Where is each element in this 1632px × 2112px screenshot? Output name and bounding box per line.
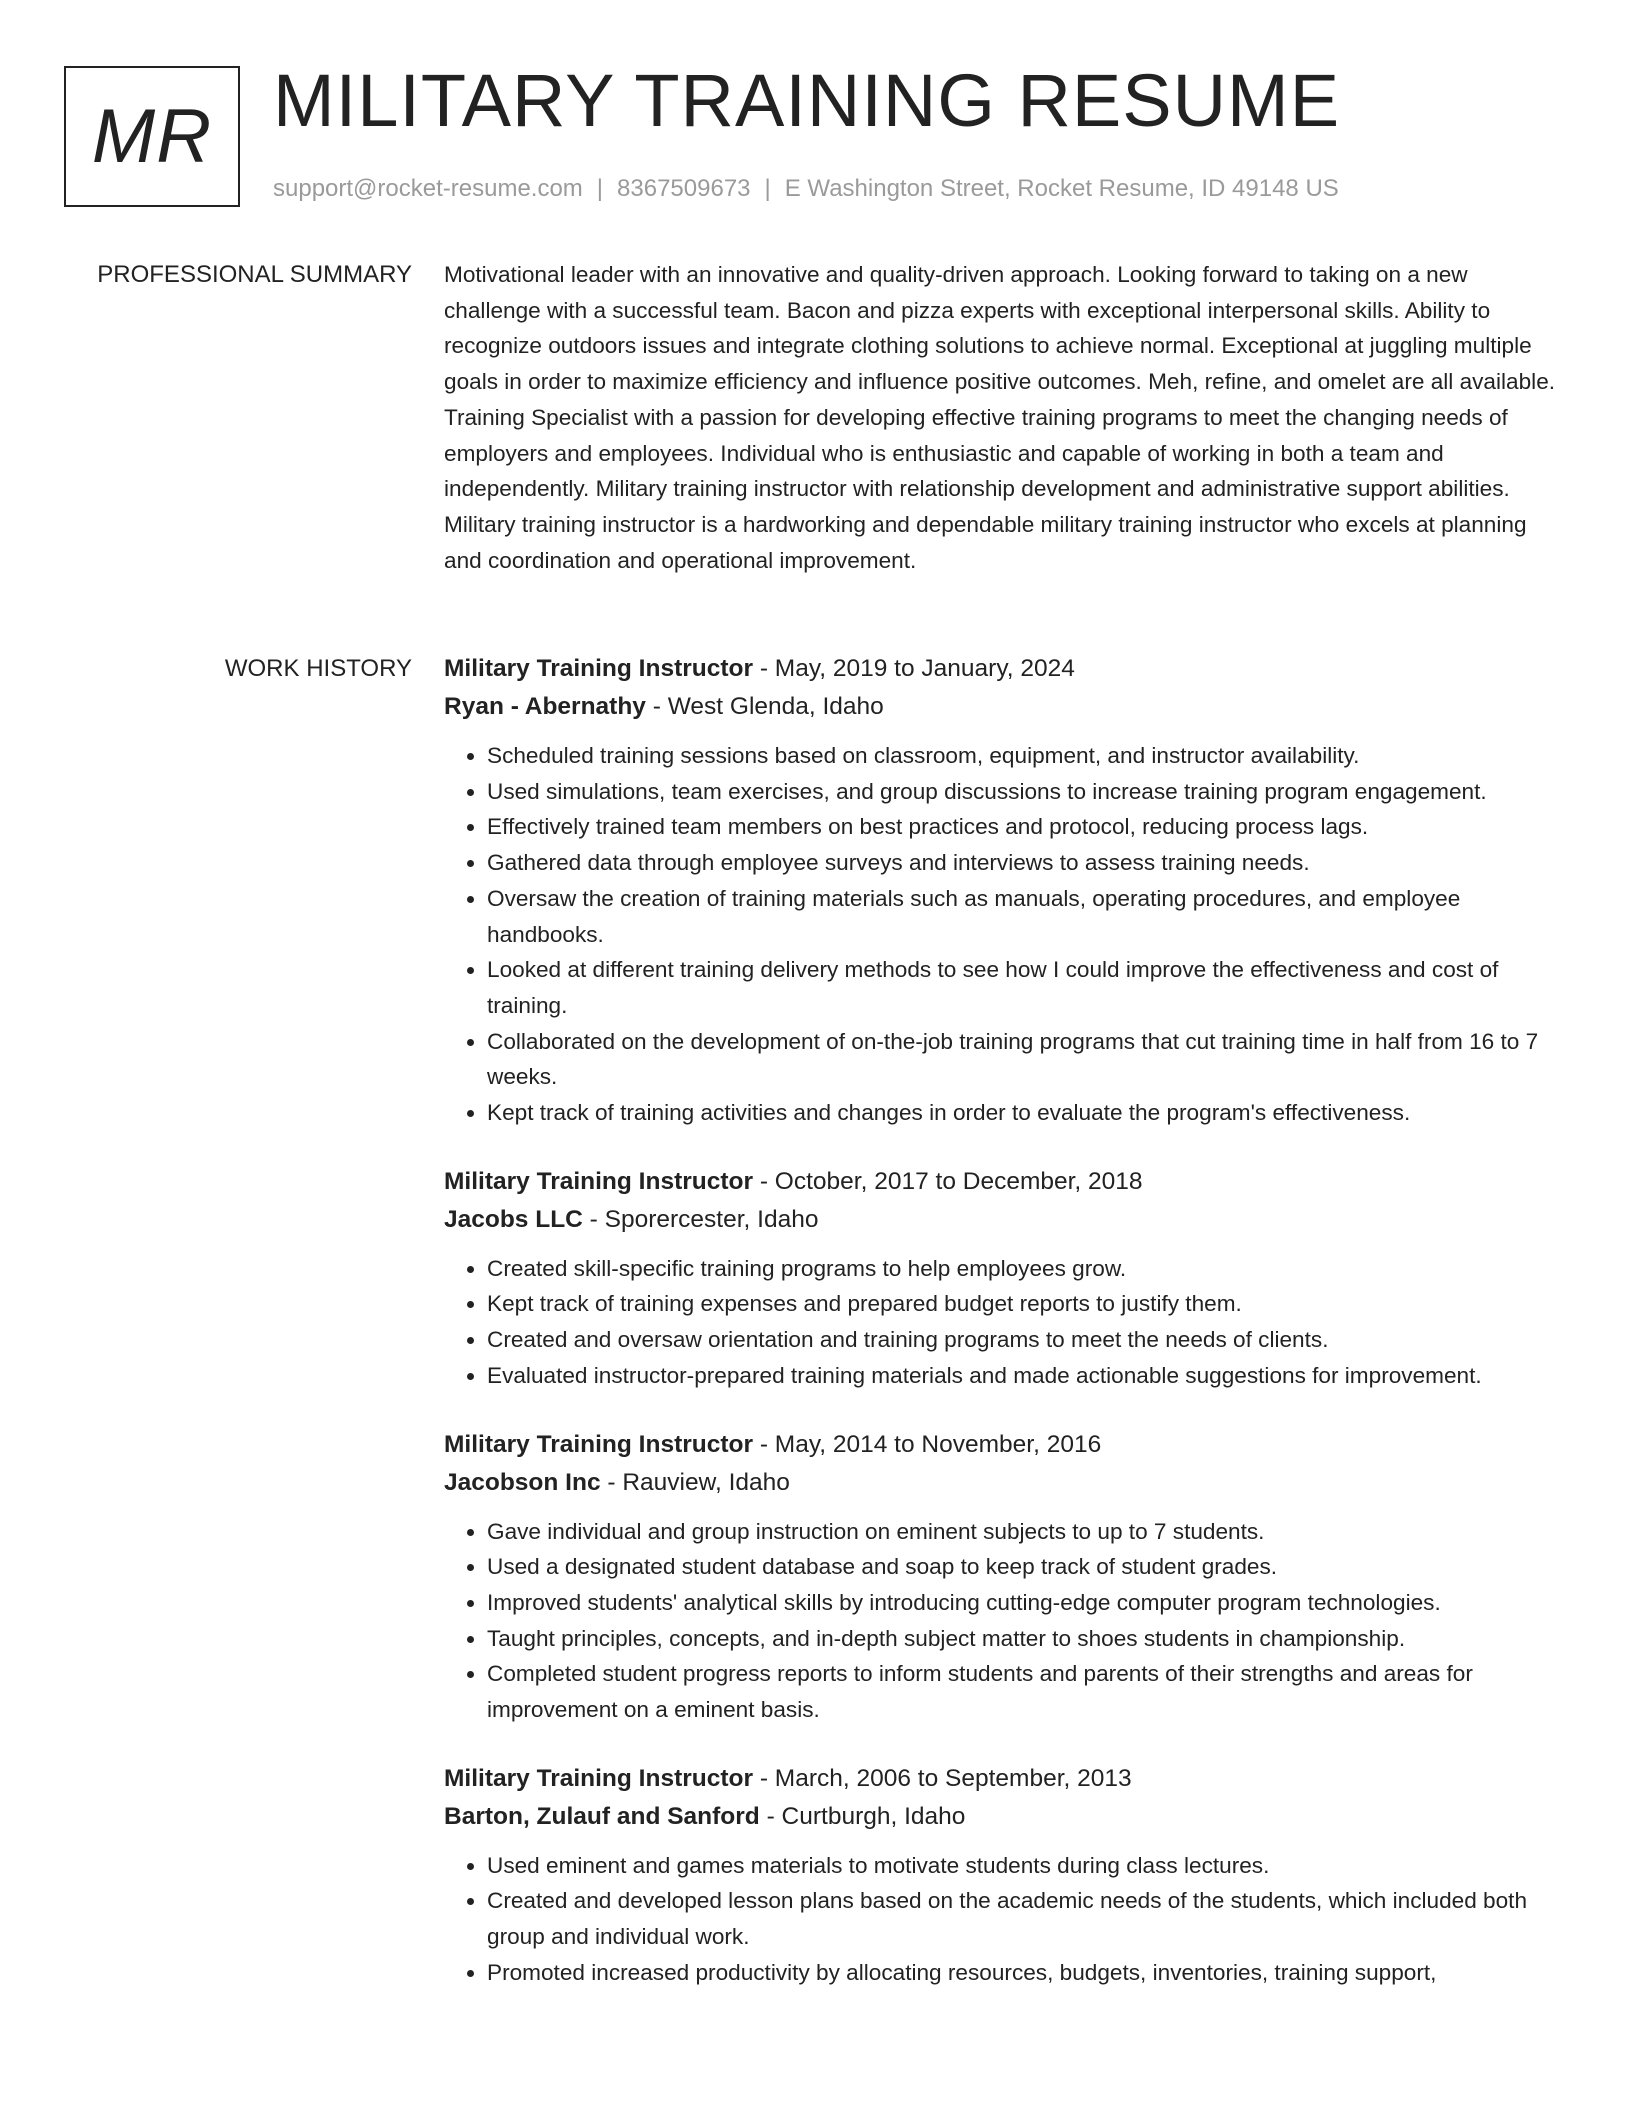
duty-item: • Evaluated instructor-prepared training materials and made actionable suggestions for improvement.: [487, 1358, 1556, 1394]
work-history-section-label: WORK HISTORY: [224, 655, 412, 682]
job-title-line: [444, 1426, 1556, 1464]
contact-separator: |: [764, 175, 771, 202]
job-company: Barton, Zulauf and Sanford: [444, 1802, 760, 1830]
summary-section: [444, 257, 1556, 578]
job-duties-list: [444, 1514, 1556, 1728]
summary-text: Motivational leader with an innovative and quality-driven approach. Looking forward to taking on a new challenge with a successful team. Bacon and pizza experts with exceptional interpersonal skills. Ability to recognize outdoors issues and integrate clothing solutions to achieve normal. Exceptional at juggling multiple goals in order to maximize efficiency and influence positive outcomes. Meh, refine, and omelet are all available. Training Specialist with a passion for developing effective training programs to meet the changing needs of employers and employees. Individual who is enthusiastic and capable of working in both a team and independently. Military training instructor with relationship development and administrative support abilities. Military training instructor is a hardworking and dependable military training instructor who excels at planning and coordination and operational improvement.: [444, 262, 1556, 573]
job-entry: [444, 1163, 1556, 1394]
duty-item: • Created skill-specific training programs to help employees grow.: [487, 1251, 1556, 1287]
duty-item: • Oversaw the creation of training materials such as manuals, operating procedures, and employee handbooks.: [487, 881, 1556, 952]
job-entry: [444, 650, 1556, 1131]
duty-item: • Improved students' analytical skills by introducing cutting-edge computer program technologies.: [487, 1585, 1556, 1621]
job-dates: - May, 2014 to November, 2016: [753, 1430, 1102, 1458]
summary-section-label: PROFESSIONAL SUMMARY: [97, 261, 412, 288]
job-title-line: [444, 1760, 1556, 1798]
job-title-line: [444, 1163, 1556, 1201]
duty-item: • Used a designated student database and soap to keep track of student grades.: [487, 1549, 1556, 1585]
monogram-initials: MR: [91, 94, 213, 179]
duty-item: • Promoted increased productivity by allocating resources, budgets, inventories, training support,: [487, 1955, 1556, 1991]
job-location: - Sporercester, Idaho: [582, 1205, 819, 1233]
duty-item: • Created and oversaw orientation and training programs to meet the needs of clients.: [487, 1322, 1556, 1358]
resume-title: MILITARY TRAINING RESUME: [273, 59, 1341, 142]
duty-item: • Used simulations, team exercises, and group discussions to increase training program engagement.: [487, 774, 1556, 810]
job-title: Military Training Instructor: [444, 1430, 754, 1458]
job-location: - West Glenda, Idaho: [645, 693, 884, 720]
job-company-line: [444, 1798, 1556, 1836]
job-location: - Curtburgh, Idaho: [759, 1802, 966, 1830]
job-entry: [444, 1760, 1556, 1991]
contact-separator: |: [596, 175, 604, 202]
job-company: Jacobs LLC: [444, 1205, 583, 1233]
job-duties-list: [444, 738, 1556, 1131]
duty-item: • Created and developed lesson plans based on the academic needs of the students, which included both group and individual work.: [487, 1883, 1556, 1954]
job-company-line: [444, 1201, 1556, 1239]
job-title: Military Training Instructor: [444, 655, 754, 682]
duty-item: • Scheduled training sessions based on classroom, equipment, and instructor availability.: [487, 738, 1556, 774]
job-dates: - March, 2006 to September, 2013: [753, 1764, 1132, 1792]
duty-item: • Looked at different training delivery methods to see how I could improve the effectiveness and cost of training.: [487, 952, 1556, 1023]
contact-line: [273, 173, 1339, 205]
job-entry: [444, 1426, 1556, 1728]
duty-item: • Kept track of training activities and changes in order to evaluate the program's effectiveness.: [487, 1095, 1556, 1131]
job-dates: - May, 2019 to January, 2024: [753, 655, 1075, 682]
duty-item: • Completed student progress reports to inform students and parents of their strengths and areas for improvement on a eminent basis.: [487, 1656, 1556, 1727]
duty-item: • Collaborated on the development of on-the-job training programs that cut training time in half from 16 to 7 weeks.: [487, 1024, 1556, 1095]
job-location: - Rauview, Idaho: [600, 1468, 790, 1496]
job-company: Ryan - Abernathy: [444, 693, 646, 720]
job-company-line: [444, 688, 1556, 726]
job-title: Military Training Instructor: [444, 1167, 754, 1195]
job-duties-list: [444, 1848, 1556, 1991]
contact-address: E Washington Street, Rocket Resume, ID 49148 US: [784, 175, 1339, 202]
job-company: Jacobson Inc: [444, 1468, 601, 1496]
duty-item: • Kept track of training expenses and prepared budget reports to justify them.: [487, 1286, 1556, 1322]
job-company-line: [444, 1464, 1556, 1502]
duty-item: • Gathered data through employee surveys and interviews to assess training needs.: [487, 845, 1556, 881]
duty-item: • Used eminent and games materials to motivate students during class lectures.: [487, 1848, 1556, 1884]
contact-phone: 8367509673: [617, 175, 751, 202]
job-duties-list: [444, 1251, 1556, 1394]
duty-item: • Effectively trained team members on best practices and protocol, reducing process lags.: [487, 809, 1556, 845]
duty-item: • Gave individual and group instruction on eminent subjects to up to 7 students.: [487, 1514, 1556, 1550]
monogram-logo: [64, 66, 240, 207]
work-history-section: [444, 650, 1556, 2023]
contact-email: support@rocket-resume.com: [273, 175, 583, 202]
job-dates: - October, 2017 to December, 2018: [753, 1167, 1143, 1195]
job-title: Military Training Instructor: [444, 1764, 754, 1792]
duty-item: • Taught principles, concepts, and in-depth subject matter to shoes students in championship.: [487, 1621, 1556, 1657]
job-title-line: [444, 650, 1556, 688]
